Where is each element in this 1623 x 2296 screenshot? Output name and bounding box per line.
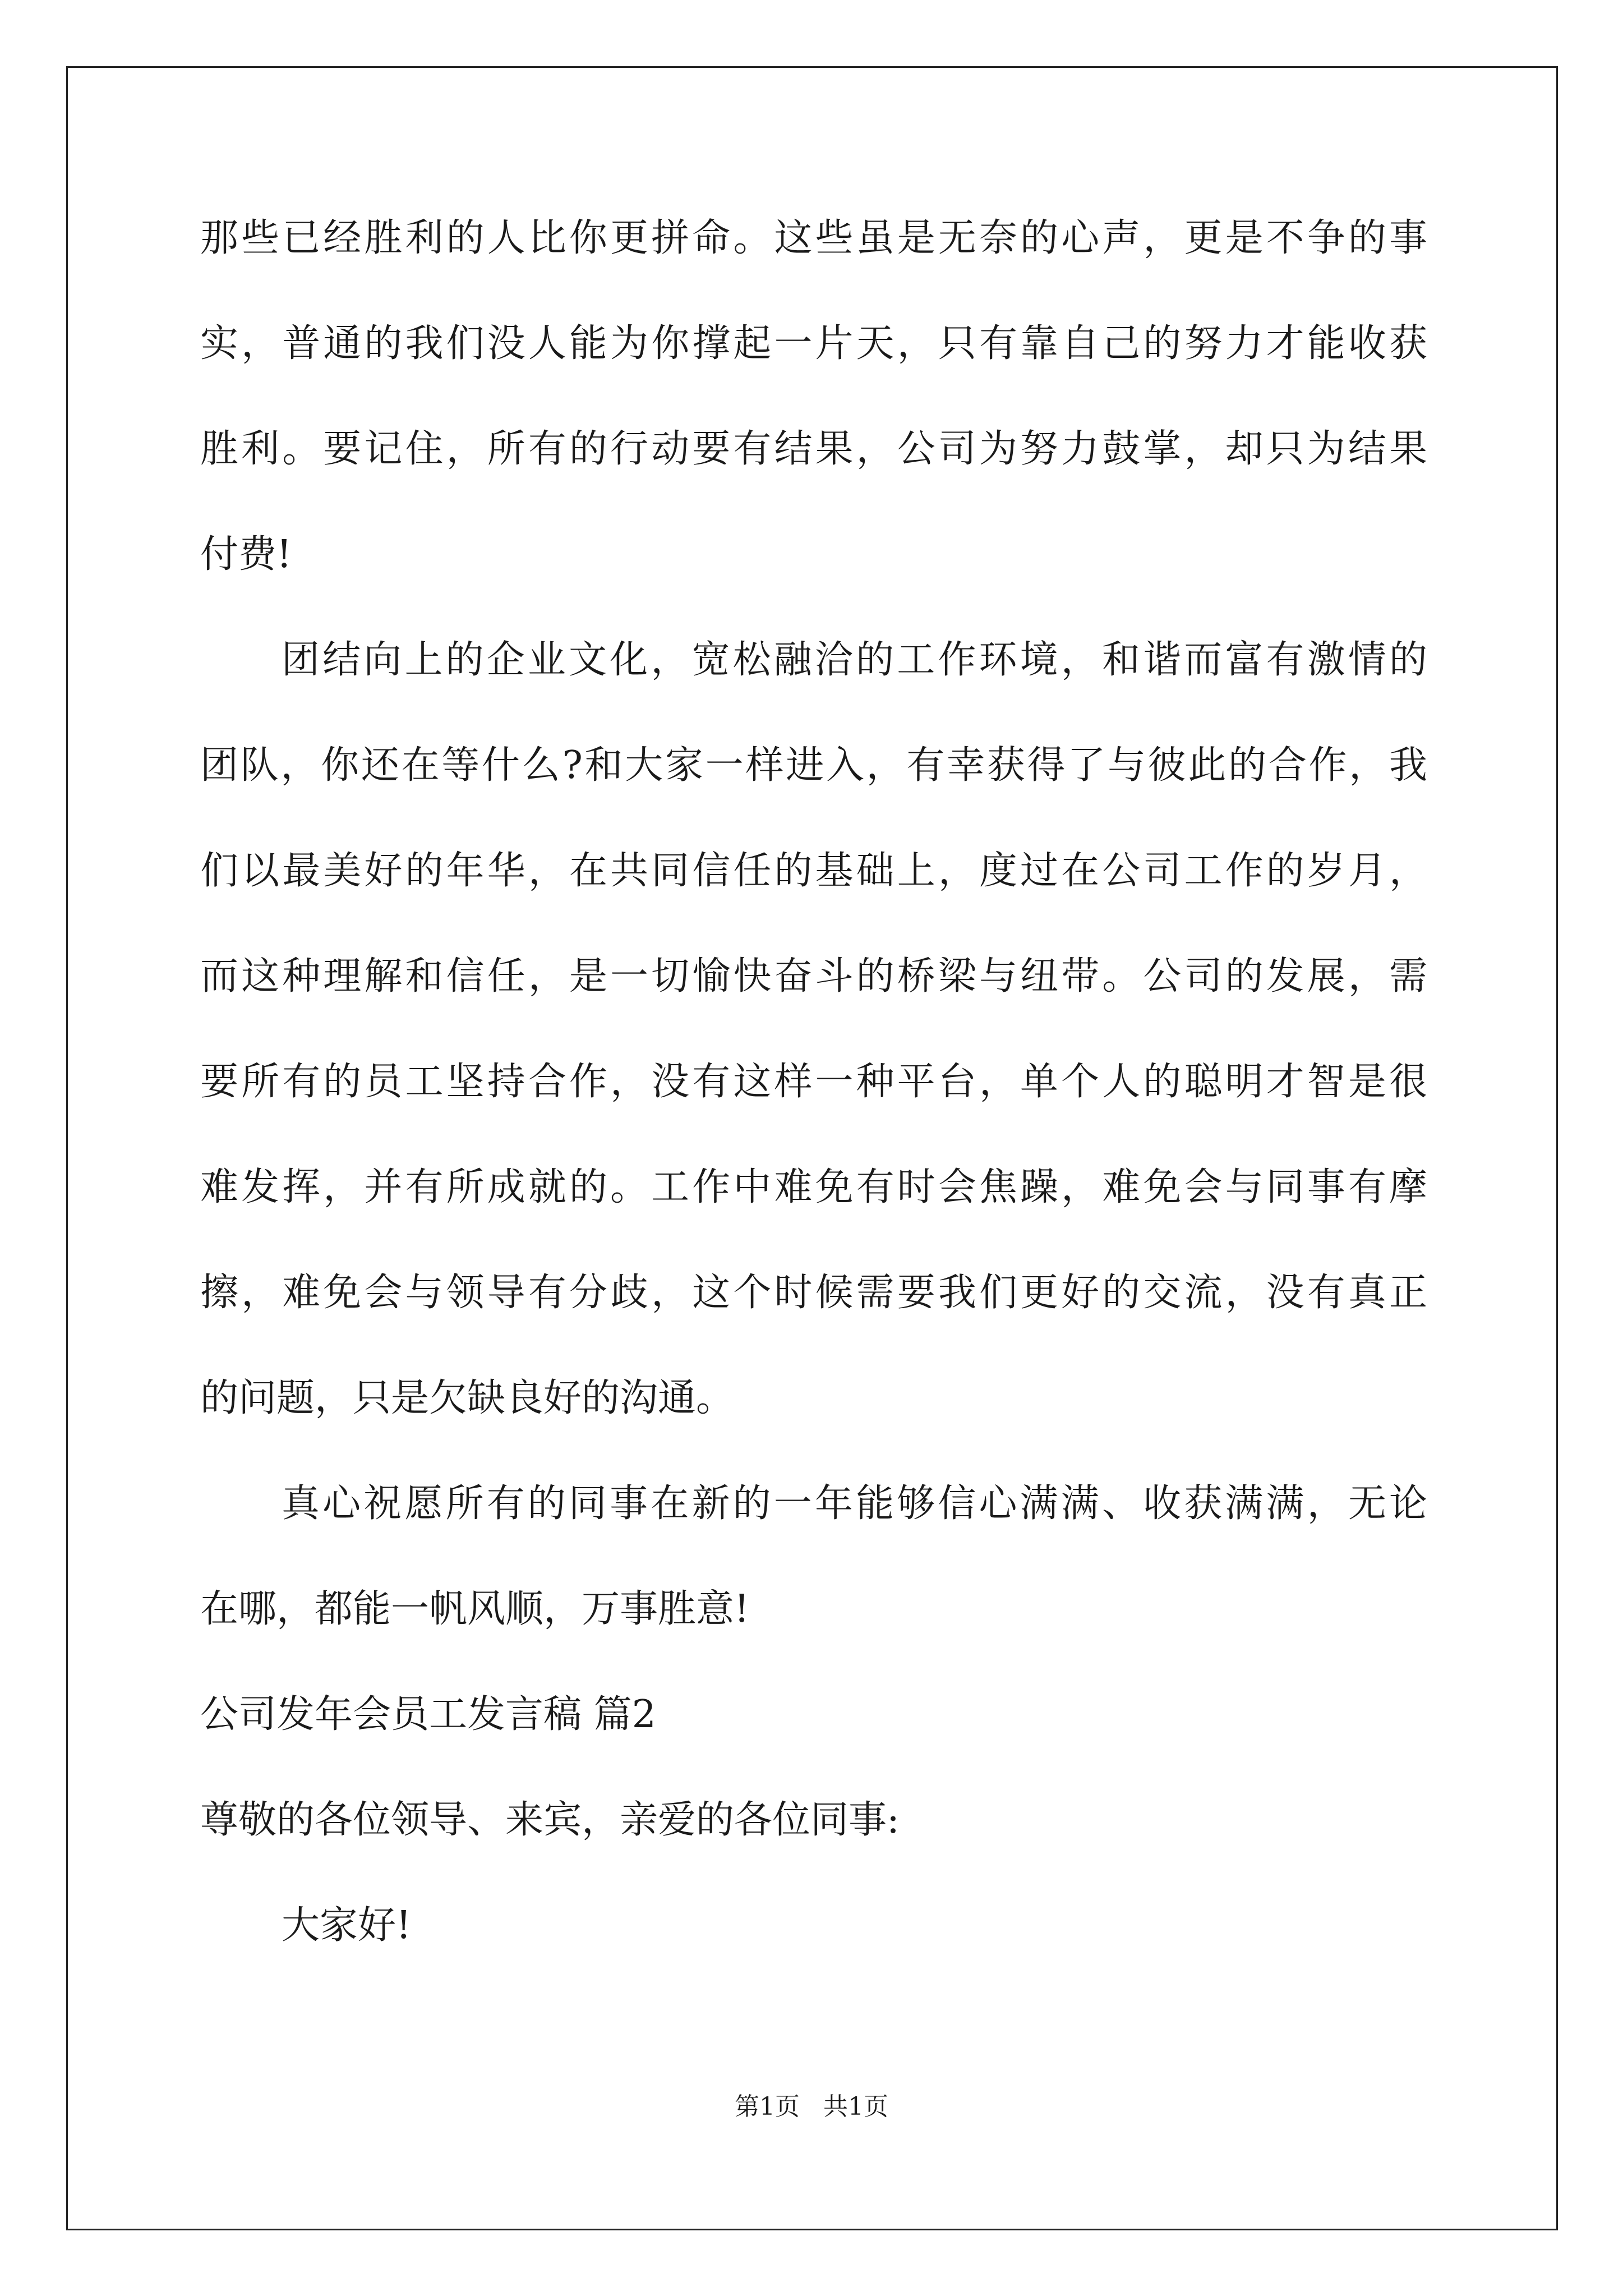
greeting: 大家好! [282, 1903, 412, 1948]
salutation: 尊敬的各位领导、来宾，亲爱的各位同事: [200, 1798, 900, 1842]
text-line: 胜利。要记住，所有的行动要有结果，公司为努力鼓掌，却只为结果 [200, 427, 1427, 471]
text-line: 们以最美好的年华，在共同信任的基础上，度过在公司工作的岁月， [200, 849, 1427, 893]
text-line: 要所有的员工坚持合作，没有这样一种平台，单个人的聪明才智是很 [200, 1060, 1427, 1104]
section-heading: 公司发年会员工发言稿 篇2 [200, 1692, 656, 1737]
page-footer: 第1页 共1页 [735, 2092, 888, 2121]
document-body [200, 216, 1427, 2009]
text-line: 实，普通的我们没人能为你撑起一片天，只有靠自己的努力才能收获 [200, 321, 1427, 366]
text-line: 在哪，都能一帆风顺，万事胜意! [200, 1587, 750, 1631]
paragraph-start-line: 真心祝愿所有的同事在新的一年能够信心满满、收获满满，无论 [282, 1481, 1427, 1526]
text-line: 付费! [200, 532, 292, 577]
text-line: 擦，难免会与领导有分歧，这个时候需要我们更好的交流，没有真正 [200, 1271, 1427, 1315]
text-line: 难发挥，并有所成就的。工作中难免有时会焦躁，难免会与同事有摩 [200, 1165, 1427, 1209]
text-line: 团队，你还在等什么?和大家一样进入，有幸获得了与彼此的合作，我 [200, 743, 1427, 788]
text-line: 那些已经胜利的人比你更拼命。这些虽是无奈的心声，更是不争的事 [200, 216, 1427, 260]
text-line: 的问题，只是欠缺良好的沟通。 [200, 1376, 735, 1420]
paragraph-start-line: 团结向上的企业文化，宽松融洽的工作环境，和谐而富有激情的 [282, 638, 1427, 682]
text-line: 而这种理解和信任，是一切愉快奋斗的桥梁与纽带。公司的发展，需 [200, 954, 1427, 999]
